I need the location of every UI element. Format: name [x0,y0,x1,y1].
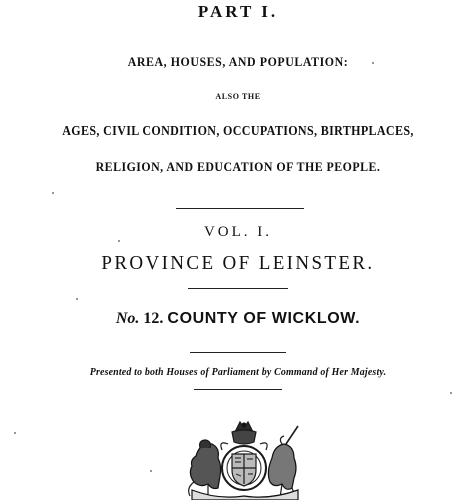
royal-coat-of-arms-icon [178,418,310,500]
print-speck [76,298,78,300]
province-title: PROVINCE OF LEINSTER. [101,252,375,274]
print-speck [118,240,120,242]
ages-conditions-line: AGES, CIVIL CONDITION, OCCUPATIONS, BIRTHPLACES, [62,124,414,139]
county-number-prefix: No. [115,310,140,327]
print-speck [450,392,452,394]
county-number: 12. [143,310,164,327]
divider-rule [190,352,286,353]
county-name: COUNTY OF WICKLOW. [167,310,361,327]
print-speck [372,62,374,64]
religion-education-line: RELIGION, AND EDUCATION OF THE PEOPLE. [95,160,381,174]
divider-rule [188,288,288,289]
print-speck [14,432,16,434]
county-heading [0,310,476,328]
part-heading: PART I. [197,2,279,21]
divider-rule [194,389,282,390]
volume-label: VOL. I. [203,224,273,240]
divider-rule [176,208,304,209]
presented-notice: Presented to both Houses of Parliament by Command of Her Majesty. [89,366,387,378]
print-speck [150,470,152,472]
print-speck [52,192,54,194]
also-the-label: ALSO THE [215,92,261,101]
report-subtitle: AREA, HOUSES, AND POPULATION: [127,55,349,69]
